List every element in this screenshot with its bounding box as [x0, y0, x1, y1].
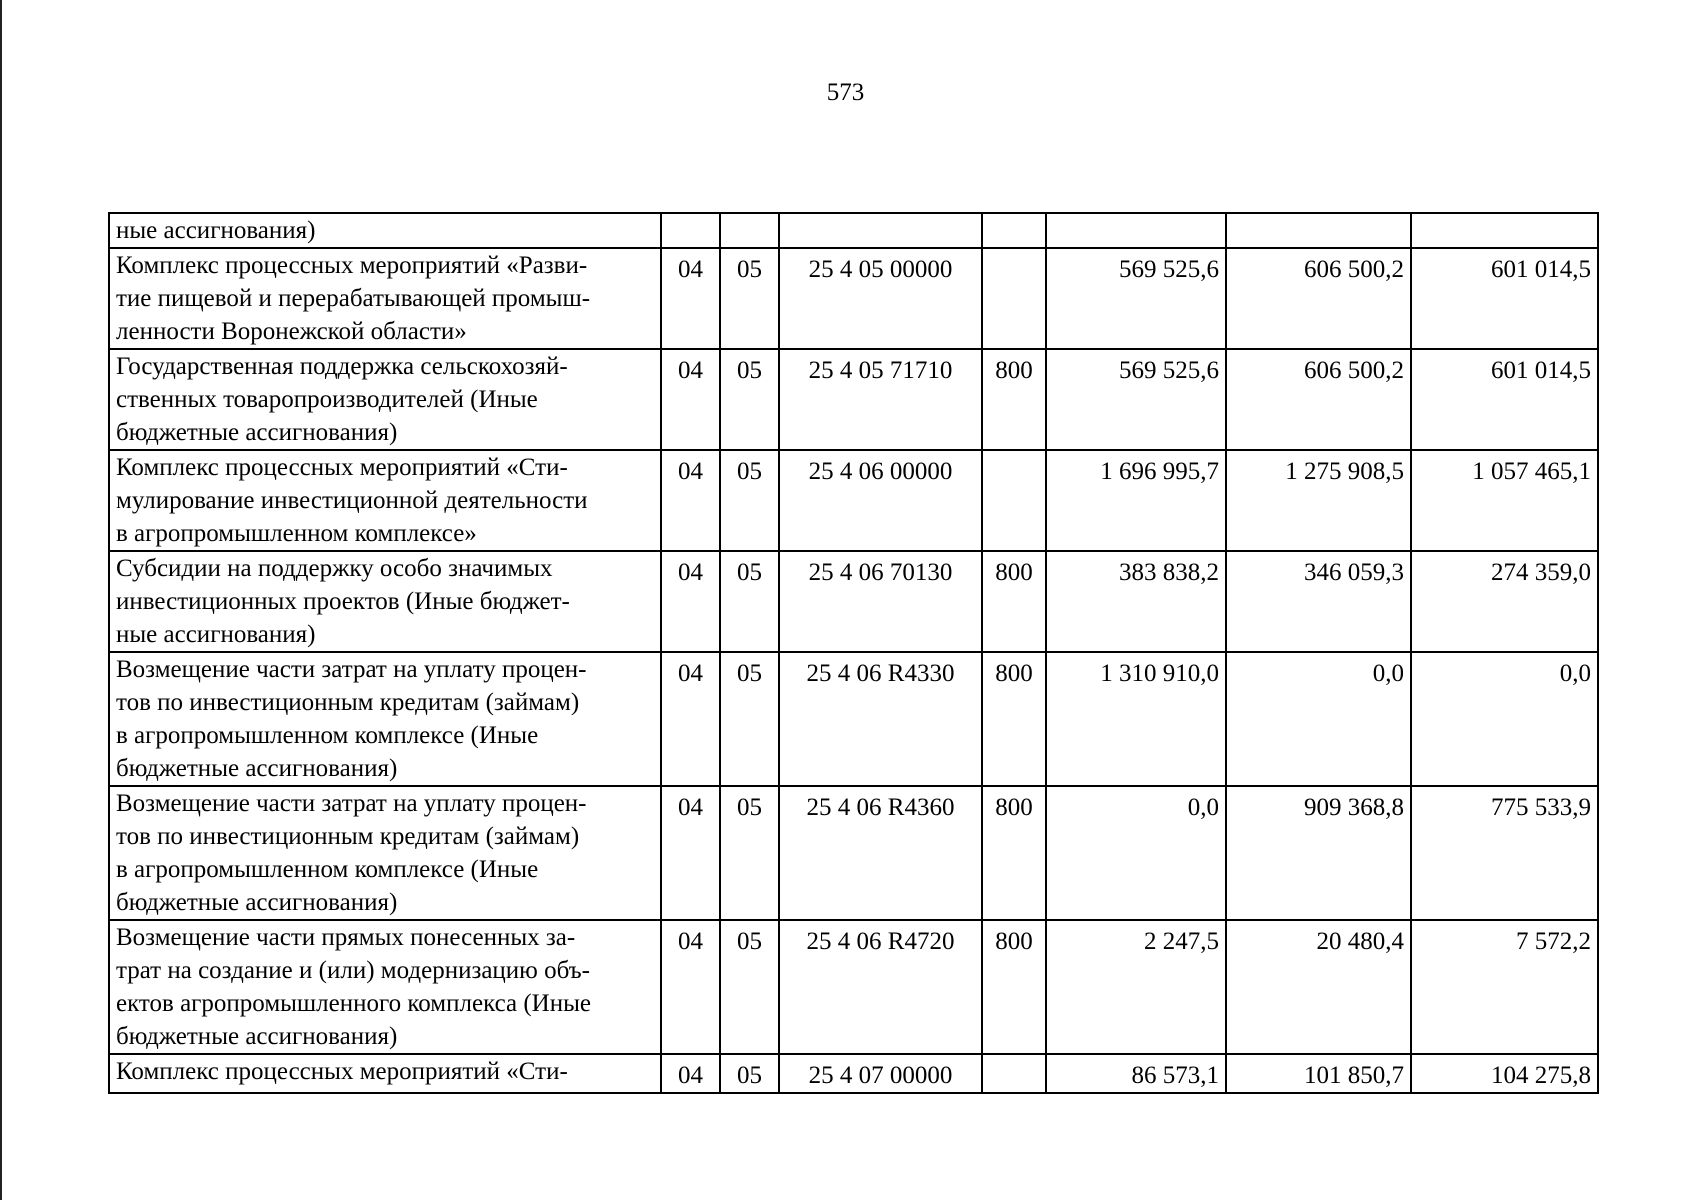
section-code-cell: 04: [661, 652, 720, 786]
amount-year-1-cell: 1 310 910,0: [1046, 652, 1226, 786]
row-name-line: инвестиционных проектов (Иные бюджет-: [116, 588, 570, 615]
table-row: [109, 652, 1598, 786]
row-name-line: бюджетные ассигнования): [116, 419, 398, 446]
target-article-cell: 25 4 06 R4720: [779, 920, 982, 1054]
section-code-cell: 04: [661, 920, 720, 1054]
amount-year-3-cell: 0,0: [1411, 652, 1598, 786]
row-name-cell: [109, 213, 661, 248]
subsection-code-cell: 05: [720, 1054, 779, 1093]
row-name-line: тов по инвестиционным кредитам (займам): [116, 823, 580, 850]
row-name-line: бюджетные ассигнования): [116, 889, 398, 916]
row-name-line: Возмещение части затрат на уплату процен-: [116, 656, 587, 683]
budget-table: [108, 212, 1599, 1094]
row-name-line: Комплекс процессных мероприятий «Сти-: [116, 454, 568, 481]
amount-year-2-cell: 606 500,2: [1226, 349, 1411, 450]
expense-type-cell: [982, 450, 1046, 551]
expense-type-cell: 800: [982, 349, 1046, 450]
expense-type-cell: [982, 213, 1046, 248]
expense-type-cell: 800: [982, 786, 1046, 920]
row-name-line: бюджетные ассигнования): [116, 755, 398, 782]
row-name-line: Возмещение части затрат на уплату процен-: [116, 790, 587, 817]
section-code-cell: 04: [661, 349, 720, 450]
table-row: [109, 920, 1598, 1054]
target-article-cell: 25 4 06 R4330: [779, 652, 982, 786]
target-article-cell: 25 4 06 R4360: [779, 786, 982, 920]
amount-year-1-cell: 0,0: [1046, 786, 1226, 920]
target-article-cell: 25 4 05 00000: [779, 248, 982, 349]
subsection-code-cell: [720, 213, 779, 248]
subsection-code-cell: 05: [720, 248, 779, 349]
table-row: [109, 349, 1598, 450]
subsection-code-cell: 05: [720, 450, 779, 551]
row-name-line: тие пищевой и перерабатывающей промыш-: [116, 285, 591, 312]
row-name-line: ектов агропромышленного комплекса (Иные: [116, 990, 591, 1017]
amount-year-2-cell: 606 500,2: [1226, 248, 1411, 349]
expense-type-cell: [982, 248, 1046, 349]
amount-year-2-cell: 909 368,8: [1226, 786, 1411, 920]
expense-type-cell: 800: [982, 551, 1046, 652]
amount-year-1-cell: 569 525,6: [1046, 248, 1226, 349]
section-code-cell: 04: [661, 551, 720, 652]
section-code-cell: 04: [661, 450, 720, 551]
row-name-line: ственных товаропроизводителей (Иные: [116, 386, 538, 413]
amount-year-1-cell: 86 573,1: [1046, 1054, 1226, 1093]
row-name-line: трат на создание и (или) модернизацию объ-: [116, 957, 590, 984]
table-body: [109, 213, 1598, 1093]
row-name-line: Комплекс процессных мероприятий «Разви-: [116, 252, 588, 279]
amount-year-1-cell: [1046, 213, 1226, 248]
row-name-cell: [109, 652, 661, 786]
row-name-cell: [109, 248, 661, 349]
page-number: 573: [826, 79, 865, 106]
expense-type-cell: 800: [982, 920, 1046, 1054]
row-name-line: бюджетные ассигнования): [116, 1023, 398, 1050]
amount-year-1-cell: 2 247,5: [1046, 920, 1226, 1054]
amount-year-3-cell: 1 057 465,1: [1411, 450, 1598, 551]
table-row: [109, 551, 1598, 652]
row-name-line: Государственная поддержка сельскохозяй-: [116, 353, 568, 380]
amount-year-3-cell: 7 572,2: [1411, 920, 1598, 1054]
row-name-cell: [109, 920, 661, 1054]
table-row: [109, 1054, 1598, 1093]
row-name-line: ные ассигнования): [116, 621, 316, 648]
row-name-cell: [109, 450, 661, 551]
amount-year-2-cell: [1226, 213, 1411, 248]
row-name-line: ные ассигнования): [116, 217, 316, 244]
amount-year-2-cell: 1 275 908,5: [1226, 450, 1411, 551]
amount-year-2-cell: 346 059,3: [1226, 551, 1411, 652]
amount-year-2-cell: 20 480,4: [1226, 920, 1411, 1054]
subsection-code-cell: 05: [720, 551, 779, 652]
row-name-line: в агропромышленном комплексе»: [116, 520, 477, 547]
scan-edge-line: [0, 0, 2, 1200]
amount-year-2-cell: 0,0: [1226, 652, 1411, 786]
row-name-line: Возмещение части прямых понесенных за-: [116, 924, 576, 951]
subsection-code-cell: 05: [720, 920, 779, 1054]
target-article-cell: 25 4 06 70130: [779, 551, 982, 652]
amount-year-3-cell: 601 014,5: [1411, 248, 1598, 349]
row-name-line: в агропромышленном комплексе (Иные: [116, 856, 539, 883]
amount-year-3-cell: 104 275,8: [1411, 1054, 1598, 1093]
table-row: [109, 213, 1598, 248]
row-name-cell: [109, 786, 661, 920]
expense-type-cell: [982, 1054, 1046, 1093]
amount-year-3-cell: 274 359,0: [1411, 551, 1598, 652]
amount-year-1-cell: 569 525,6: [1046, 349, 1226, 450]
row-name-line: Комплекс процессных мероприятий «Сти-: [116, 1058, 568, 1085]
amount-year-3-cell: [1411, 213, 1598, 248]
row-name-line: Субсидии на поддержку особо значимых: [116, 555, 553, 582]
expense-type-cell: 800: [982, 652, 1046, 786]
target-article-cell: 25 4 05 71710: [779, 349, 982, 450]
row-name-cell: [109, 551, 661, 652]
row-name-line: в агропромышленном комплексе (Иные: [116, 722, 539, 749]
amount-year-2-cell: 101 850,7: [1226, 1054, 1411, 1093]
section-code-cell: 04: [661, 1054, 720, 1093]
row-name-line: ленности Воронежской области»: [116, 318, 467, 345]
amount-year-1-cell: 1 696 995,7: [1046, 450, 1226, 551]
subsection-code-cell: 05: [720, 349, 779, 450]
row-name-line: тов по инвестиционным кредитам (займам): [116, 689, 580, 716]
amount-year-1-cell: 383 838,2: [1046, 551, 1226, 652]
target-article-cell: 25 4 06 00000: [779, 450, 982, 551]
section-code-cell: 04: [661, 786, 720, 920]
table-row: [109, 450, 1598, 551]
target-article-cell: 25 4 07 00000: [779, 1054, 982, 1093]
table-row: [109, 786, 1598, 920]
row-name-line: мулирование инвестиционной деятельности: [116, 487, 588, 514]
section-code-cell: [661, 213, 720, 248]
subsection-code-cell: 05: [720, 652, 779, 786]
amount-year-3-cell: 601 014,5: [1411, 349, 1598, 450]
section-code-cell: 04: [661, 248, 720, 349]
table-row: [109, 248, 1598, 349]
row-name-cell: [109, 1054, 661, 1093]
target-article-cell: [779, 213, 982, 248]
subsection-code-cell: 05: [720, 786, 779, 920]
row-name-cell: [109, 349, 661, 450]
amount-year-3-cell: 775 533,9: [1411, 786, 1598, 920]
